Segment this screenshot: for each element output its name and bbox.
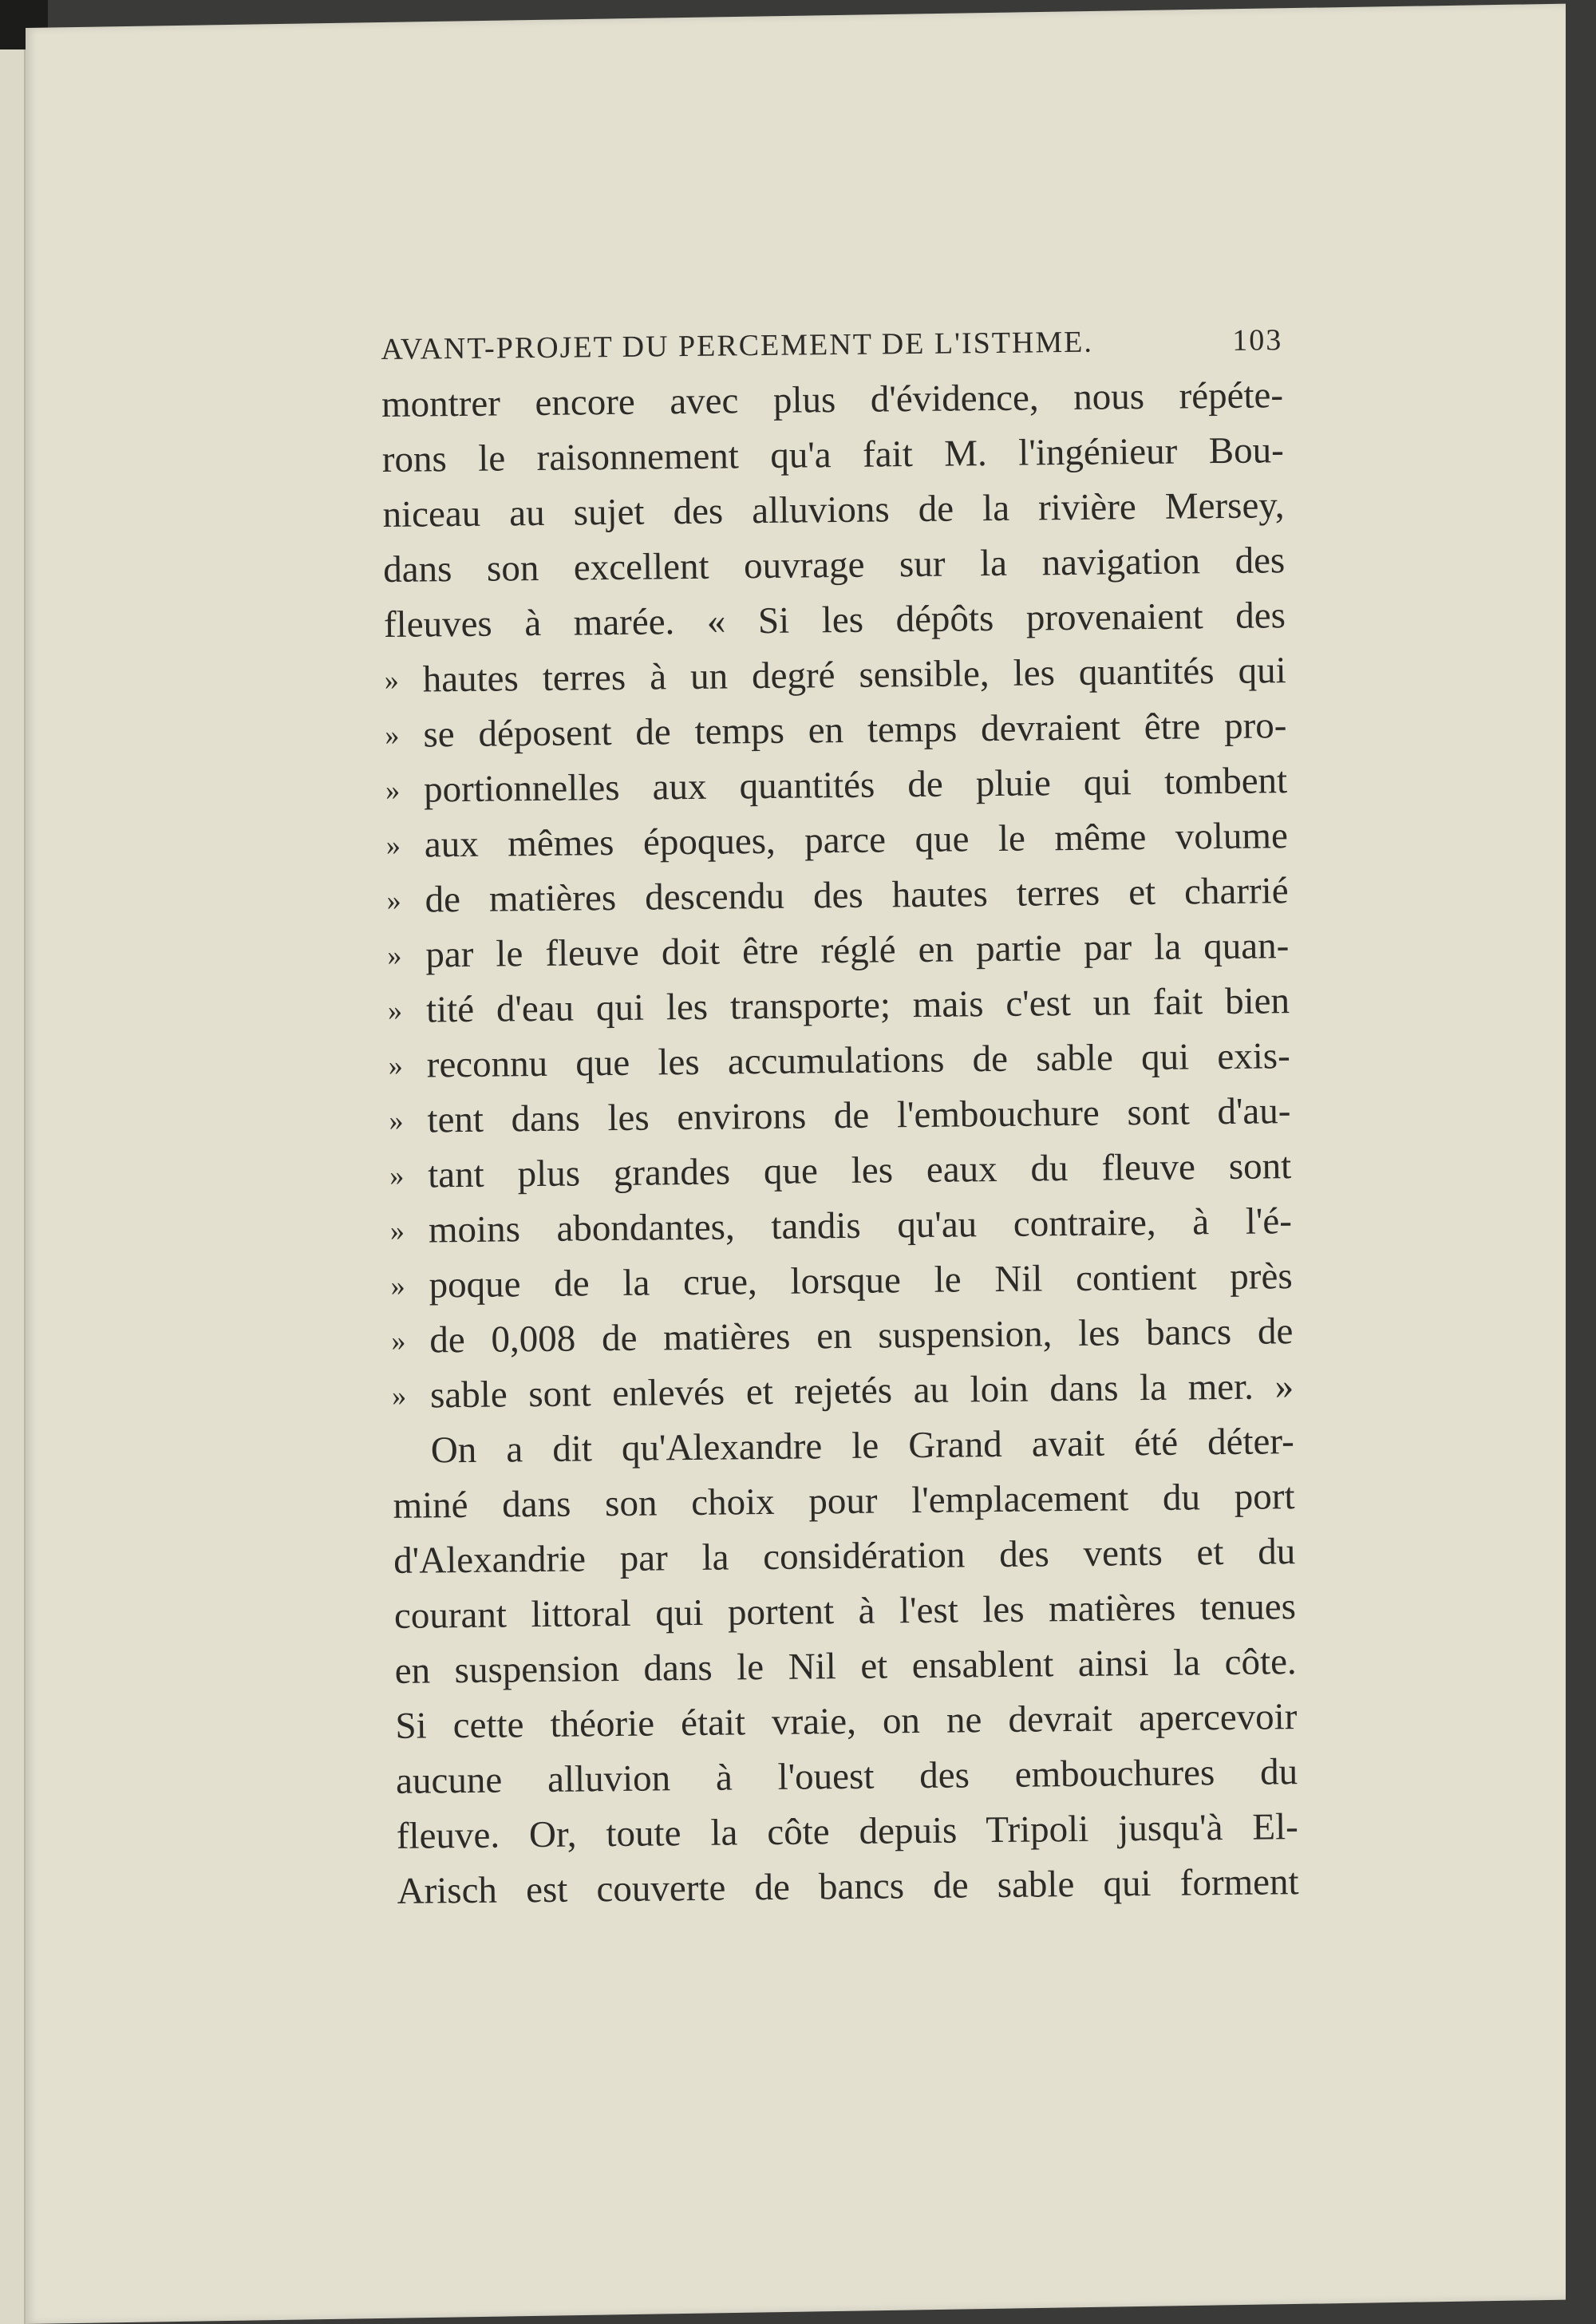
text-line: [389, 1139, 1292, 1204]
line-text: de 0,008 de matières en suspension, les bancs de: [429, 1310, 1294, 1362]
page-number: 103: [1232, 323, 1283, 358]
quote-mark: »: [385, 773, 401, 806]
line-text: sable sont enlevés et rejetés au loin dans la mer. »: [429, 1366, 1294, 1417]
line-text: On a dit qu'Alexandre le Grand avait été déter-: [430, 1421, 1295, 1472]
line-text: reconnu que les accumulations de sable qui exis-: [426, 1035, 1290, 1086]
text-line: [389, 1084, 1291, 1148]
running-title: AVANT-PROJET DU PERCEMENT DE L'ISTHME.: [381, 325, 1094, 367]
text-line: [388, 1029, 1290, 1093]
text-line: [391, 1304, 1294, 1369]
line-text: rons le raisonnement qu'a fait M. l'ingénieur Bou-: [381, 429, 1285, 480]
quote-mark: »: [387, 939, 402, 971]
quote-mark: »: [389, 1214, 405, 1247]
text-line: [393, 1469, 1295, 1534]
left-page-edge: [0, 49, 26, 2324]
line-text: aucune alluvion à l'ouest des embouchures du: [395, 1751, 1298, 1802]
quote-mark: »: [391, 1324, 406, 1357]
line-text: courant littoral qui portent à l'est les matières tenues: [393, 1586, 1297, 1637]
text-line: [397, 1800, 1299, 1864]
line-text: moins abondantes, tandis qu'au contraire, à l'é-: [428, 1200, 1293, 1251]
line-text: niceau au sujet des alluvions de la rivière Mersey,: [382, 484, 1285, 536]
quote-mark: »: [389, 1159, 405, 1192]
text-line: [396, 1745, 1298, 1809]
quote-mark: »: [387, 994, 403, 1026]
text-line: [394, 1634, 1297, 1699]
page-content: [381, 312, 1299, 1919]
text-line: [395, 1690, 1298, 1754]
body-text: [381, 368, 1299, 1919]
text-line: [394, 1579, 1297, 1644]
line-text: se déposent de temps en temps devraient être pro-: [423, 705, 1287, 756]
quote-mark: »: [384, 663, 399, 696]
text-line: [388, 974, 1290, 1038]
quote-mark: »: [385, 828, 401, 861]
line-text: par le fleuve doit être réglé en partie par la quan-: [425, 925, 1290, 976]
line-text: portionnelles aux quantités de pluie qui tombent: [423, 760, 1288, 811]
text-line: [393, 1524, 1296, 1589]
line-text: dans son excellent ouvrage sur la navigation des: [382, 540, 1286, 591]
text-line: [390, 1194, 1293, 1259]
text-line: [383, 533, 1286, 598]
line-text: poque de la crue, lorsque le Nil contient près: [429, 1255, 1293, 1306]
line-text: aux mêmes époques, parce que le même volume: [424, 815, 1289, 866]
text-line: [384, 643, 1286, 708]
line-text: Arisch est couverte de bancs de sable qui forment: [397, 1861, 1299, 1912]
line-text: Si cette théorie était vraie, on ne devrait apercevoir: [395, 1696, 1298, 1747]
text-line: [385, 698, 1287, 763]
line-text: tité d'eau qui les transporte; mais c'est un fait bien: [425, 980, 1290, 1031]
line-text: montrer encore avec plus d'évidence, nous répéte-: [381, 374, 1284, 426]
quote-mark: »: [386, 883, 401, 916]
line-text: hautes terres à un degré sensible, les quantités qui: [422, 650, 1286, 701]
text-line: [385, 753, 1288, 818]
text-line: [381, 368, 1284, 433]
text-line: [381, 423, 1284, 488]
text-line: [382, 478, 1285, 543]
line-text: en suspension dans le Nil et ensablent ainsi la côte.: [394, 1641, 1297, 1692]
line-text: fleuves à marée. « Si les dépôts provenaient des: [383, 595, 1286, 646]
quote-mark: »: [390, 1269, 405, 1302]
line-text: miné dans son choix pour l'emplacement du port: [393, 1476, 1295, 1527]
text-line: [392, 1414, 1294, 1479]
text-line: [392, 1359, 1294, 1424]
line-text: de matières descendu des hautes terres et charrié: [425, 870, 1289, 921]
text-line: [390, 1249, 1293, 1314]
quote-mark: »: [388, 1049, 403, 1081]
line-text: d'Alexandrie par la considération des vents et du: [393, 1531, 1296, 1582]
line-text: tant plus grandes que les eaux du fleuve sont: [427, 1145, 1292, 1196]
quote-mark: »: [385, 718, 400, 751]
text-line: [386, 864, 1289, 928]
text-line: [387, 919, 1290, 983]
running-header: [381, 312, 1283, 377]
quote-mark: »: [389, 1104, 404, 1136]
line-text: fleuve. Or, toute la côte depuis Tripoli jusqu'à El-: [396, 1806, 1299, 1857]
line-text: tent dans les environs de l'embouchure sont d'au-: [427, 1090, 1291, 1141]
text-line: [386, 808, 1289, 873]
book-page: [26, 4, 1566, 2324]
quote-mark: »: [391, 1379, 407, 1412]
text-line: [384, 588, 1286, 653]
text-line: [397, 1855, 1299, 1919]
